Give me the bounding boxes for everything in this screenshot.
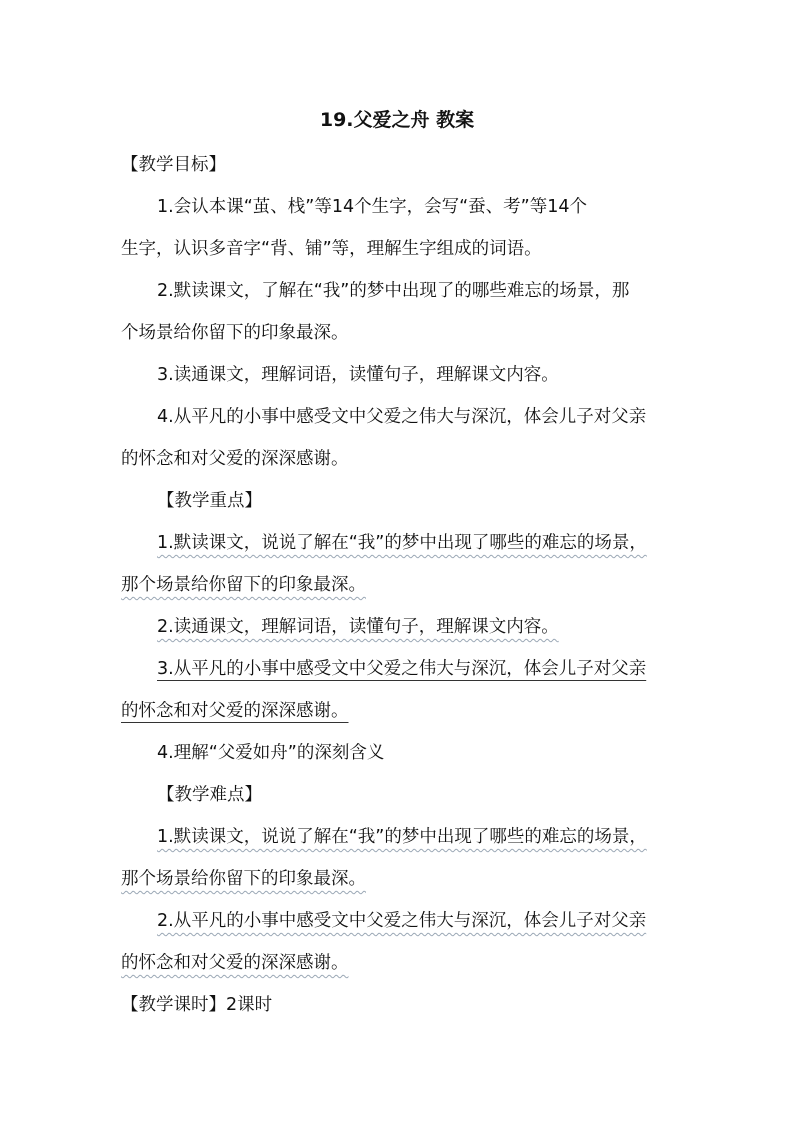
- key-point-2: 2.读通课文，理解词语，读懂句子，理解课文内容。: [157, 617, 559, 637]
- key-point-4: 4.理解“父爱如舟”的深刻含义: [157, 743, 385, 763]
- objective-3: 3.读通课文，理解词语，读懂句子，理解课文内容。: [157, 365, 559, 385]
- objective-1-line-2: 生字，认识多音字“背、铺”等，理解生字组成的词语。: [121, 239, 542, 259]
- difficulty-2-line-1: 2.从平凡的小事中感受文中父爱之伟大与深沉，体会儿子对父亲: [157, 911, 647, 931]
- key-point-1-line-1: 1.默读课文，说说了解在“我”的梦中出现了哪些的难忘的场景，: [157, 533, 647, 553]
- objective-1-line-1: 1.会认本课“茧、栈”等14个生字，会写“蚕、考”等14个: [157, 197, 587, 217]
- objective-4-line-1: 4.从平凡的小事中感受文中父爱之伟大与深沉，体会儿子对父亲: [157, 407, 647, 427]
- key-points-heading: 【教学重点】: [157, 491, 262, 511]
- difficulty-1-line-2: 那个场景给你留下的印象最深。: [121, 869, 366, 889]
- class-hours: 【教学课时】2课时: [121, 995, 273, 1015]
- objective-4-line-2: 的怀念和对父爱的深深感谢。: [121, 449, 349, 469]
- key-point-3-line-2: 的怀念和对父爱的深深感谢。: [121, 701, 349, 721]
- key-point-1-line-2: 那个场景给你留下的印象最深。: [121, 575, 366, 595]
- key-point-3-line-1: 3.从平凡的小事中感受文中父爱之伟大与深沉，体会儿子对父亲: [157, 659, 647, 679]
- objectives-heading: 【教学目标】: [121, 155, 226, 175]
- document-title: 19.父爱之舟 教案: [319, 109, 475, 131]
- objective-2-line-2: 个场景给你留下的印象最深。: [121, 323, 349, 343]
- difficulty-2-line-2: 的怀念和对父爱的深深感谢。: [121, 953, 349, 973]
- difficulties-heading: 【教学难点】: [157, 785, 262, 805]
- objective-2-line-1: 2.默读课文，了解在“我”的梦中出现了的哪些难忘的场景，那: [157, 281, 630, 301]
- document-body: [121, 144, 681, 1026]
- difficulty-1-line-1: 1.默读课文，说说了解在“我”的梦中出现了哪些的难忘的场景，: [157, 827, 647, 847]
